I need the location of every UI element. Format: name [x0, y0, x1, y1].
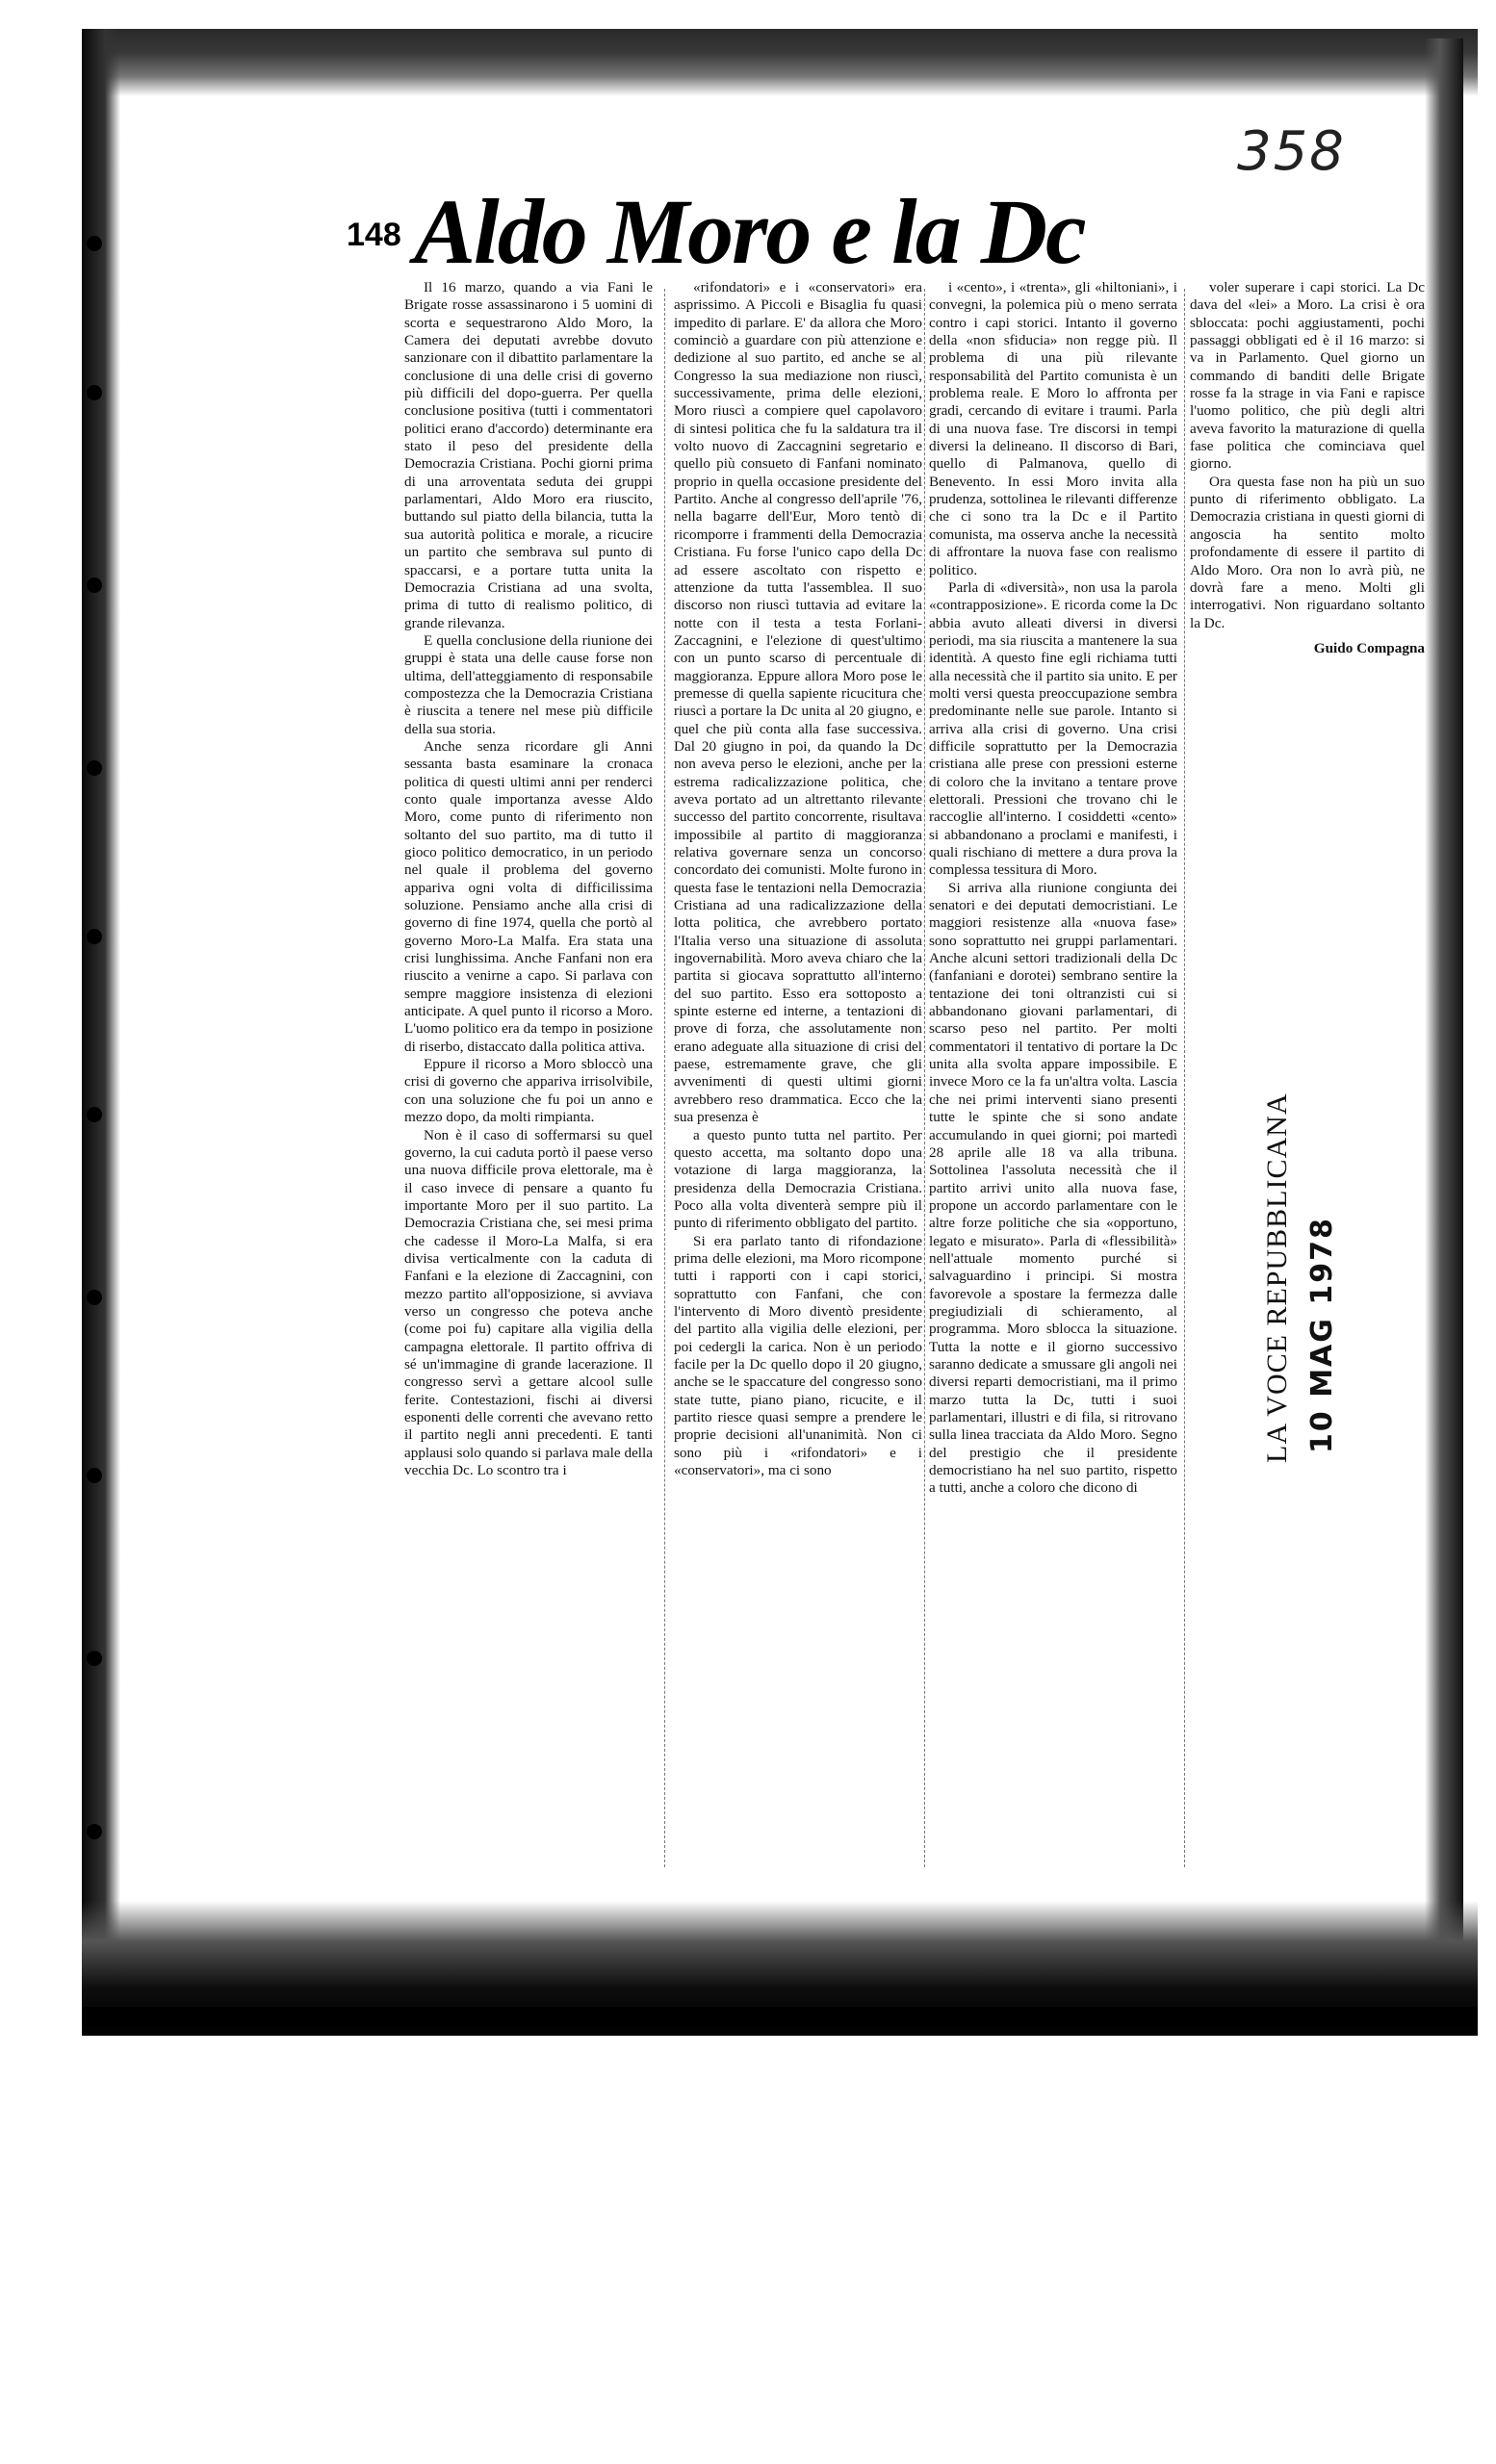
paragraph: Parla di «diversità», non usa la parola «contrapposizione». E ricorda come la Dc abbia avuto alleati diversi in diversi periodi, ma sia riuscita a mantenere la sua identità. A questo fine egli richiama tutti alla necessità che il partito sia unito. E per molti versi questa preoccupazione sembra predominante nelle sue parole. Intanto si arriva alla crisi di governo. Una crisi difficile soprattutto per la Democrazia cristiana alle prese con pressioni esterne di coloro che la invitano a tentare prove elettorali. Pressioni che trovano chi le raccoglie all'interno. I cosiddetti «cento» si abbandonano a proclami e manifesti, i quali rischiano di mettere a dura prova la complessa tessitura di Moro.	[929, 578, 1177, 879]
paragraph: Si arriva alla riunione congiunta dei senatori e dei deputati democristiani. Le maggiori resistenze alla «nuova fase» sono soprattutto nei gruppi parlamentari. Anche alcuni settori tradizionali della Dc (fanfaniani e dorotei) sembrano sentire la tentazione dei toni oltranzisti cui si abbandonano giovani parlamentari, di scarso peso nel partito. Per molti commentatori il tentativo di portare la Dc unita alla svolta appare impossibile. E invece Moro ce la fa un'altra volta. Lascia che nei primi interventi siano presenti tutte le spinte che si sono andate accumulando in quei giorni; poi martedì 28 aprile alle 18 va alla tribuna. Sottolinea l'assoluta necessità che il partito arrivi unito alla nuova fase, propone un accordo parlamentare con le altre forze politiche che sia «opportuno, legato e misurato». Parla di «flessibilità» nell'attuale momento purché si salvaguardino i principi. Si mostra favorevole a spostare la fermezza dalle pregiudiziali di schieramento, al programma. Moro sblocca la situazione. Tutta la notte e il giorno successivo saranno dedicate a smussare gli angoli nei diversi reparti democristiani, ma il primo marzo tutta la Dc, tutti i suoi parlamentari, illustri e di fila, si ritrovano sulla linea tracciata da Aldo Moro. Segno del prestigio che il presidente democristiano ha nel suo partito, rispetto a tutti, anche a coloro che dicono di	[929, 879, 1177, 1497]
paragraph: Ora questa fase non ha più un suo punto di riferimento obbligato. La Democrazia cristiana in questi giorni di angoscia ha sentito molto profondamente di essere il partito di Aldo Moro. Ora non lo avrà più, ne dovrà fare a meno. Molti gli interrogativi. Non riguardano soltanto la Dc.	[1190, 473, 1425, 631]
clip-number: 148	[347, 217, 401, 253]
binder-hole	[87, 1290, 102, 1305]
binder-hole	[87, 578, 102, 593]
paragraph: E quella conclusione della riunione dei gruppi è stata una delle cause forse non ultima, dell'atteggiamento di responsabile compostezza che la Democrazia Cristiana è riuscita a tenere nel mese più difficile della sua storia.	[404, 631, 653, 737]
paragraph: Si era parlato tanto di rifondazione prima delle elezioni, ma Moro ricompone tutti i rapporti con i capi storici, soprattutto con Fanfani, che con l'intervento di Moro diventò presidente del partito alla vigilia delle elezioni, per poi cedergli la carica. Non è un periodo facile per la Dc quello dopo il 20 giugno, anche se le spaccature del congresso sono state tutte, piano piano, ricucite, e il partito riesce quasi sempre a prendere le proprie decisioni all'unanimità. Non ci sono più i «rifondatori» e i «conservatori», ma ci sono	[674, 1232, 922, 1479]
binder-hole	[87, 385, 102, 400]
binder-hole	[87, 760, 102, 776]
column-divider	[924, 289, 926, 1867]
binder-hole	[87, 1824, 102, 1839]
paragraph: Il 16 marzo, quando a via Fani le Brigate rosse assassinarono i 5 uomini di scorta e sequestrarono Aldo Moro, la Camera dei deputati avrebbe dovuto sanzionare con il dibattito parlamentare la conclusione di una delle crisi di governo più difficili del dopo-guerra. Per quella conclusione positiva (tutti i commentatori politici erano d'accordo) determinante era stato il peso del presidente della Democrazia Cristiana. Pochi giorni prima di una arroventata seduta dei gruppi parlamentari, Aldo Moro era riuscito, buttando sul piatto della bilancia, tutta la sua autorità politica e morale, a ricucire un partito che sembrava sul punto di spaccarsi, e a portare tutta unita la Democrazia Cristiana ad una svolta, prima di tutto di realismo politico, di grande rilevanza.	[404, 279, 653, 631]
article-column-1	[404, 279, 653, 1479]
scan-edge-right	[1425, 38, 1463, 2021]
binder-hole	[87, 236, 102, 251]
paragraph: i «cento», i «trenta», gli «hiltoniani», i convegni, la polemica più o meno serrata contro i capi storici. Intanto il governo della «non sfiducia» non regge più. Il problema di una più rilevante responsabilità del Partito comunista è un problema reale. E Moro lo affronta per gradi, cercando di evitare i traumi. Parla di una nuova fase. Tre discorsi in tempi diversi la delineano. Il discorso di Bari, quello di Palmanova, quello di Benevento. In essi Moro invita alla prudenza, sottolinea le rilevanti differenze che ci sono tra la Dc e il Partito comunista, ma osserva anche la necessità di affrontare la nuova fase con realismo politico.	[929, 279, 1177, 578]
article-column-2	[674, 279, 922, 1479]
newspaper-date-stamp	[1261, 1092, 1377, 1463]
paragraph: a questo punto tutta nel partito. Per questo accetta, ma soltanto dopo una votazione di larga maggioranza, la presidenza della Democrazia Cristiana. Poco alla volta diventerà sempre più il punto di riferimento obbligato del partito.	[674, 1126, 922, 1232]
binder-hole	[87, 1107, 102, 1122]
headline: Aldo Moro e la Dc	[414, 180, 1085, 283]
paragraph: Eppure il ricorso a Moro sbloccò una crisi di governo che appariva irrisolvibile, con una soluzione che fu poi un anno e mezzo dopo, da molti rimpianta.	[404, 1056, 653, 1126]
column-divider	[664, 289, 666, 1867]
article-column-4	[1190, 279, 1425, 657]
stamp-newspaper-name: LA VOCE REPUBBLICANA	[1261, 1092, 1293, 1463]
scan-edge-top	[82, 29, 1478, 96]
paragraph: Non è il caso di soffermarsi su quel governo, la cui caduta portò il paese verso una nuova difficile prova elettorale, ma è il caso invece di pensare a quanto fu importante Moro per il suo partito. La Democrazia Cristiana che, sei mesi prima che cadesse il Moro-La Malfa, si era divisa verticalmente con la caduta di Fanfani e la elezione di Zaccagnini, con mezzo partito all'opposizione, si avviava verso un congresso che poteva anche (come poi fu) capitare alla vigilia della campagna elettorale. Il partito offriva di sé un'immagine di grande lacerazione. Il congresso servì a gettare alcool sulle ferite. Contestazioni, fischi ai diversi esponenti delle correnti che avevano retto il partito negli anni precedenti. E tanti applausi solo quando si parlava male della vecchia Dc. Lo scontro tra i	[404, 1126, 653, 1479]
scan-edge-left	[82, 29, 120, 2031]
page-number: 358	[1237, 120, 1346, 183]
binder-hole	[87, 1651, 102, 1666]
paragraph: «rifondatori» e i «conservatori» era asprissimo. A Piccoli e Bisaglia fu quasi impedito di parlare. E' da allora che Moro cominciò a guardare con più attenzione e dedizione al suo partito, ed anche se al Congresso la sua mediazione non riuscì, successivamente, prima delle elezioni, Moro riuscì a compiere quel capolavoro di sintesi politica che fu la saldatura tra il volto nuovo di Zaccagnini segretario e quello più consueto di Fanfani nominato proprio in quella occasione presidente del Partito. Anche al congresso dell'aprile '76, nella bagarre dell'Eur, Moro tentò di ricomporre i frammenti della Democrazia Cristiana. Fu forse l'unico capo della Dc ad essere ascoltato con rispetto e attenzione da tutta l'assemblea. Il suo discorso non riuscì tuttavia ad evitare la notte con il testa a testa Forlani-Zaccagnini, e l'elezione di quest'ultimo con un punto scarso di percentuale di maggioranza. Eppure allora Moro pose le premesse di quella sapiente ricucitura che riuscì a portare la Dc unita al 20 giugno, e quel che più conta alla fase successiva. Dal 20 giugno in poi, da quando la Dc non aveva perso le elezioni, anche per la estrema radicalizzazione politica, che aveva portato ad un altrettanto rilevante successo del partito concorrente, risultava impossibile al partito di maggioranza relativa governare senza un concorso concordato dei comunisti. Molte furono in questa fase le tentazioni nella Democrazia Cristiana ad una radicalizzazione della lotta politica, che avrebbero portato l'Italia verso una situazione di assoluta ingovernabilità. Moro aveva chiaro che la partita si giocava soprattutto all'interno del suo partito. Esso era sottoposto a spinte esterne ed interne, a tentazioni di prove di forza, che assolutamente non erano adeguate alla situazione di crisi del paese, estremamente grave, che gli avvenimenti di questi ultimi giorni avrebbero reso drammatica. Ecco che la sua presenza è	[674, 279, 922, 1126]
binder-hole	[87, 1468, 102, 1483]
paragraph: Anche senza ricordare gli Anni sessanta basta esaminare la cronaca politica di questi ultimi anni per renderci conto quale importanza avesse Aldo Moro, come punto di riferimento non soltanto del suo partito, ma di tutto il gioco politico democratico, in un periodo nel quale il problema del governo appariva ogni volta di difficilissima soluzione. Pensiamo anche alla crisi di governo di fine 1974, quella che portò al governo Moro-La Malfa. Era stata una crisi lunghissima. Anche Fanfani non era riuscito a venirne a capo. Si parlava con sempre maggiore insistenza di elezioni anticipate. A quel punto il ricorso a Moro. L'uomo politico era da tempo in posizione di riserbo, distaccato dalla politica attiva.	[404, 737, 653, 1055]
paragraph: voler superare i capi storici. La Dc dava del «lei» a Moro. La crisi è ora sbloccata: pochi aggiustamenti, pochi passaggi obbligati ed è il 16 marzo: si va in Parlamento. Quel giorno un commando di banditi delle Brigate rosse fa la strage in via Fani e rapisce l'uomo politico, che più degli altri aveva favorito la maturazione di quella fase politica che cominciava quel giorno.	[1190, 279, 1425, 473]
column-divider	[1184, 289, 1186, 1867]
article-column-3	[929, 279, 1177, 1498]
byline: Guido Compagna	[1313, 639, 1425, 656]
binder-hole	[87, 929, 102, 944]
stamp-date: 10 MAG 1978	[1305, 1217, 1339, 1453]
scan-bottom-bar	[82, 2007, 1478, 2026]
